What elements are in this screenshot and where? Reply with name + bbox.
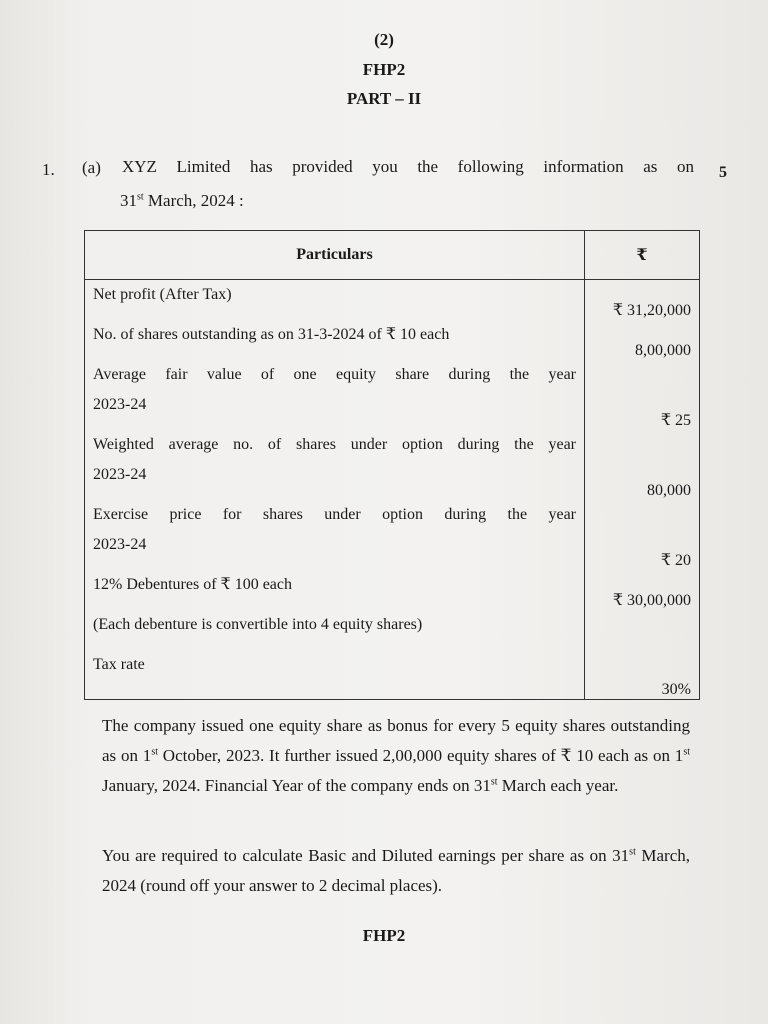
row-value: 80,000 [585,430,700,500]
row-value: 30% [585,650,700,700]
row-line1: Exercise price for shares under option during the year [93,505,576,523]
paragraph-requirement [102,841,690,901]
question-number: 1. [42,160,55,179]
row-value: ₹ 20 [585,500,700,570]
row-particular [85,320,585,360]
row-line1: Weighted average no. of shares under option during the year [93,435,576,453]
row-line1: Average fair value of one equity share during the year [93,365,576,383]
para1-text-b: October, 2023. It further issued 2,00,000 equity shares of ₹ 10 each as on 1 [157,746,684,765]
para2-sup-a: st [629,846,636,858]
para1-text-a: The company issued one equity share as bonus for every 5 equity shares outstanding as on 1 [102,716,690,765]
row-particular [85,570,585,610]
marks: 5 [719,164,727,181]
para1-text-c: January, 2024. Financial Year of the company ends on 31 [102,776,491,795]
table-row [85,610,700,650]
table-row [85,650,700,700]
paragraph-bonus-issue [102,711,690,801]
row-value: ₹ 25 [585,360,700,430]
row-value: ₹ 30,00,000 [585,570,700,610]
row-particular [85,610,585,650]
para2-text-a: You are required to calculate Basic and Diluted earnings per share as on 31 [102,846,630,865]
table-row [85,570,700,610]
info-table [84,230,700,700]
row-line1: No. of shares outstanding as on 31-3-2024 of ₹ 10 each [93,325,450,343]
row-value [585,610,700,650]
row-particular [85,280,585,320]
paper-code: FHP2 [362,60,406,79]
col-particulars: Particulars [85,231,585,280]
question-intro: XYZ Limited has provided you the following information as on [122,157,694,176]
part-heading: PART – II [346,89,422,108]
row-line2: 2023-24 [93,535,147,553]
row-line1: 12% Debentures of ₹ 100 each [93,575,292,593]
table-row [85,280,700,320]
table-row [85,320,700,360]
row-line1: Net profit (After Tax) [93,286,232,303]
row-value: 8,00,000 [585,320,700,360]
row-line1: Tax rate [93,655,145,673]
row-line2: 2023-24 [93,395,147,413]
para1-sup-c: st [490,776,498,788]
para1-sup-a: st [151,746,158,758]
row-line1: (Each debenture is convertible into 4 equity shares) [93,615,423,633]
row-particular [85,360,585,430]
question-date [120,191,244,211]
table-row [85,500,700,570]
row-particular [85,650,585,700]
date-day: 31 [120,191,137,210]
row-value: ₹ 31,20,000 [585,280,700,320]
date-rest: March, 2024 : [143,191,244,210]
col-amount: ₹ [585,231,700,280]
footer-code: FHP2 [362,926,406,945]
page-number: (2) [374,30,394,49]
row-particular [85,430,585,500]
para1-text-d: March each year. [497,776,619,795]
table-row [85,360,700,430]
question-part: (a) [82,158,101,177]
para1-sup-b: st [683,746,690,758]
row-particular [85,500,585,570]
para2-text-b: March, 2024 (round off your answer to 2 decimal places). [102,846,690,895]
date-sup: st [137,191,144,203]
table-row [85,430,700,500]
table-header-row [85,231,700,280]
row-line2: 2023-24 [93,465,147,483]
